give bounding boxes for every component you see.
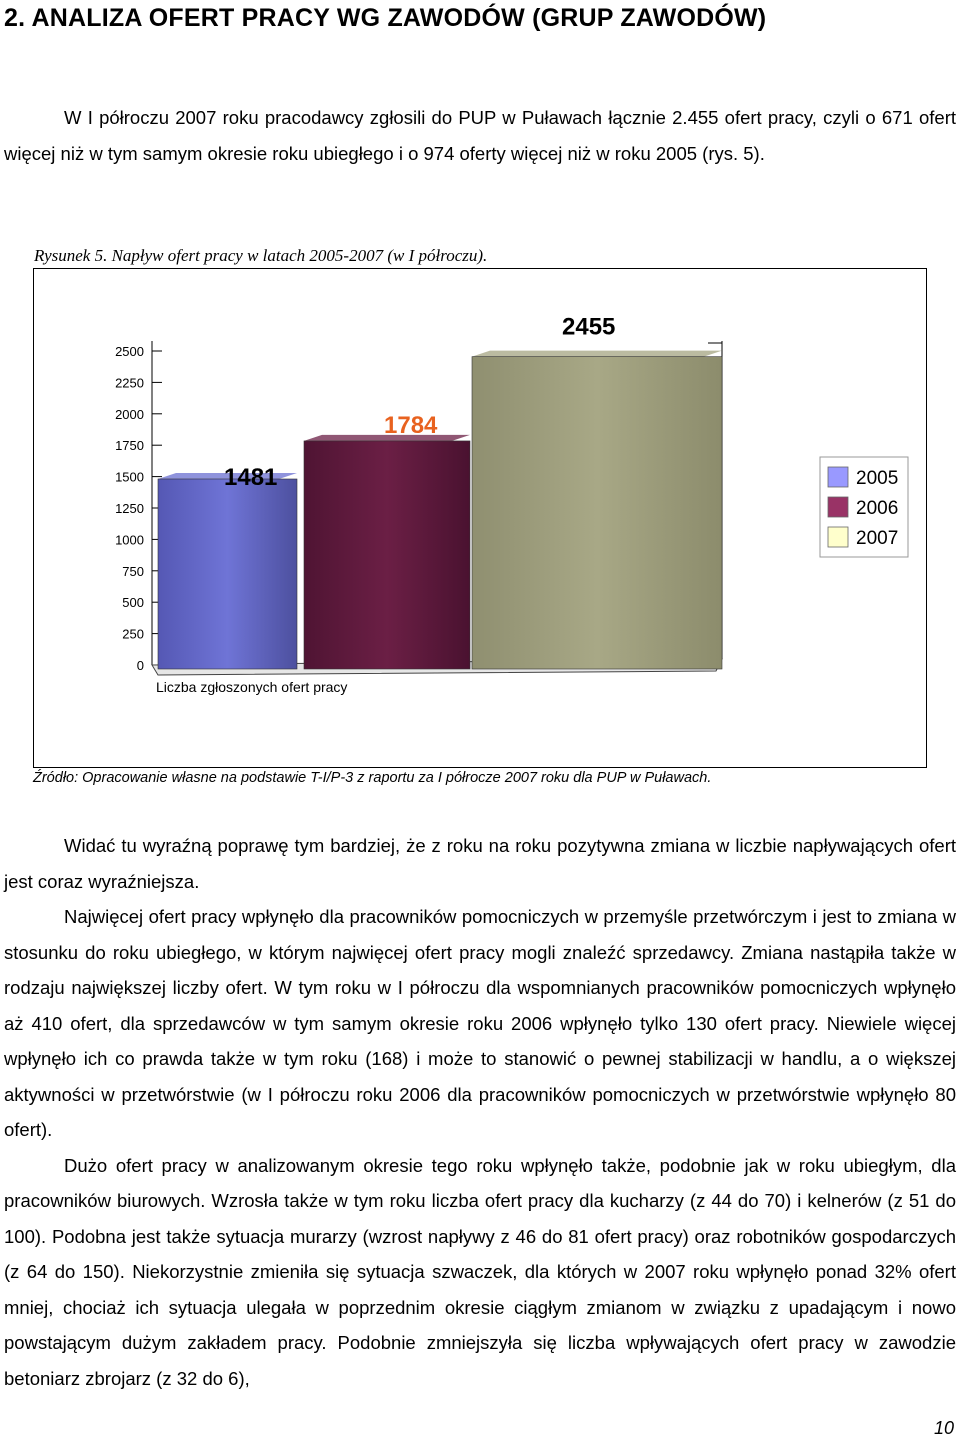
legend-swatch-2006 — [828, 497, 848, 517]
intro-paragraph: W I półroczu 2007 roku pracodawcy zgłosili do PUP w Puławach łącznie 2.455 ofert pracy, czyli o 671 ofert więcej niż w tym samym okresie roku ubiegłego i o 974 oferty więcej niż w roku 2005 (rys. 5). — [4, 107, 956, 164]
y-tick-label: 1000 — [115, 532, 144, 548]
y-tick-label: 500 — [122, 595, 144, 611]
y-tick-label: 1500 — [115, 469, 144, 485]
paragraph: Najwięcej ofert pracy wpłynęło dla pracowników pomocniczych w przemyśle przetwórczym i jest to zmiana w stosunku do roku ubiegłego, w którym najwięcej ofert pracy mogli znaleźć sprzedawcy. Zmiana nastąpiła także w rodzaju największej liczby ofert. W tym roku w I półroczu dla wspomnianych pracowników pomocniczych wpłynęło aż 410 ofert, dla sprzedawców w tym samym okresie roku 2006 wpłynęło tylko 130 ofert pracy. Niewiele więcej wpłynęło ich co prawda także w tym roku (168) i może to stanowić o pewnej stabilizacji w handlu, a o większej aktywności w przetwórstwie (w I półroczu roku 2006 dla pracowników pomocniczych w przetwórstwie wpłynęło 80 ofert). — [4, 906, 956, 1140]
legend-swatch-2007 — [828, 527, 848, 547]
y-tick-label: 1250 — [115, 501, 144, 516]
x-category-label: Liczba zgłoszonych ofert pracy — [156, 679, 348, 695]
bar-top-2007 — [472, 351, 722, 357]
y-tick-label: 2500 — [115, 344, 144, 359]
y-tick-label: 250 — [122, 626, 144, 642]
page-number: 10 — [933, 1418, 954, 1438]
bar-2006 — [304, 441, 470, 669]
data-label-2005: 1481 — [224, 463, 278, 491]
bar-2005 — [158, 479, 297, 669]
paragraph: Widać tu wyraźną poprawę tym bardziej, że z roku na roku pozytywna zmiana w liczbie napływających ofert jest coraz wyraźniejsza. — [4, 835, 956, 892]
section-heading: 2. ANALIZA OFERT PRACY WG ZAWODÓW (GRUP ZAWODÓW) — [4, 4, 767, 32]
legend-label-2007: 2007 — [856, 528, 899, 549]
source-note: Źródło: Opracowanie własne na podstawie T-I/P-3 z raportu za I półrocze 2007 roku dla PUP w Puławach. — [33, 770, 712, 786]
legend-swatch-2005 — [828, 467, 848, 487]
bar-2007 — [472, 357, 722, 669]
data-label-2006: 1784 — [384, 411, 438, 439]
paragraph: Dużo ofert pracy w analizowanym okresie tego roku wpłynęło także, podobnie jak w roku ubiegłym, dla pracowników biurowych. Wzrosła także w tym roku liczba ofert pracy dla kucharzy (z 44 do 70) i kelnerów (z 51 do 100). Podobna jest także sytuacja murarzy (wzrost napływy z 46 do 81 ofert pracy) oraz robotników gospodarczych (z 64 do 150). Niekorzystnie zmieniła się sytuacja szwaczek, dla których w 2007 roku wpłynęło ponad 32% ofert mniej, chociaż ich sytuacja ulegała w poprzednim okresie ciągłym zmianom w związku z upadającym i nowo powstającym dużym zakładem pracy. Podobnie zmniejszyła się liczba wpływających ofert pracy w zawodzie betoniarz zbrojarz (z 32 do 6), — [4, 1154, 956, 1389]
y-tick-label: 750 — [122, 563, 144, 579]
body-text — [4, 828, 956, 1396]
figure-caption: Rysunek 5. Napływ ofert pracy w latach 2005-2007 (w I półroczu). — [34, 246, 488, 265]
data-label-2007: 2455 — [562, 313, 616, 341]
y-tick-label: 1750 — [115, 438, 144, 454]
legend-label-2005: 2005 — [856, 468, 899, 489]
bar-chart — [34, 269, 928, 769]
y-tick-label: 2000 — [115, 406, 144, 422]
y-tick-label: 2250 — [115, 375, 144, 391]
legend-label-2006: 2006 — [856, 498, 899, 519]
y-tick-label: 0 — [136, 658, 144, 673]
chart-frame — [33, 268, 927, 768]
